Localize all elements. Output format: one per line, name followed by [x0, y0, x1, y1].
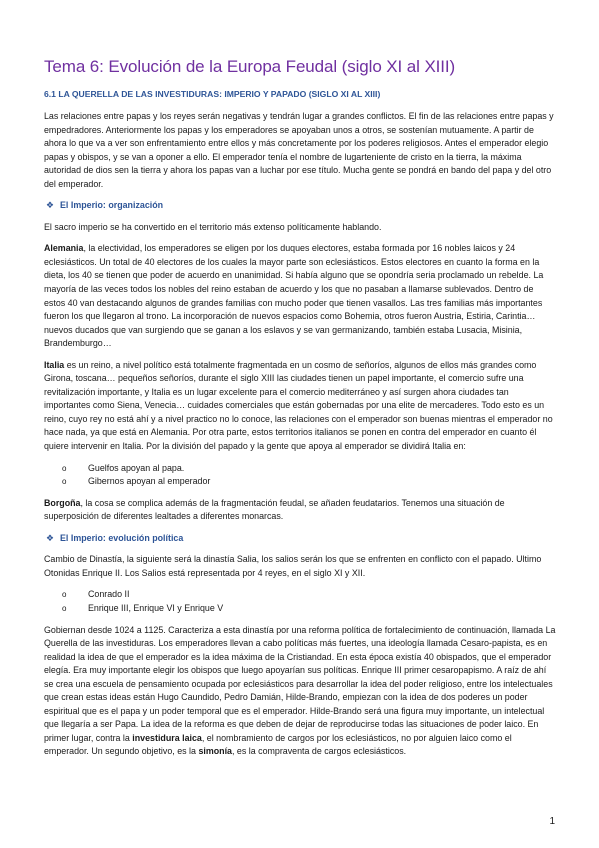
list-item: o Guelfos apoyan al papa. [44, 462, 556, 476]
page-content [44, 56, 556, 767]
page-number: 1 [549, 816, 555, 827]
section-heading-text: El Imperio: organización [60, 200, 164, 211]
paragraph-gobiernan: Gobiernan desde 1024 a 1125. Caracteriza a esta dinastía por una reforma política de fortalecimiento de continuación, llamada La Querella de las investiduras. Los emperadores llevan a cabo políticas más fuertes, una ideología llamada Cesaro-papista, es en realidad la idea de que el emperador es la idea máxima de la Cristiandad. En esta época existía 40 obispados, que el emperador elegía. Era muy importante elegir los obispos que luego apoyarían sus políticas. Enrique III primer cesaropapismo. A raíz de ahí se crea una escuela de pensamiento ocupada por eclesiásticos para desarrollar la idea del poder religioso, entre los intelectuales que crean estas ideas están Hugo Caundido, Pedro Damián, Hilde-Brando, empiezan con la idea de dos poderes un poder espiritual que es el papa y un poder temporal que es el emperador. Hilde-Brando será una figura muy importante, un intelectual que llegaría a ser Papa. La idea de la reforma es que deben de dejar de reproducirse todas las situaciones de poder laico. En primer lugar, contra la investidura laica, el nombramiento de cargos por los eclesiásticos, no por alguien laico como el emperador. Un segundo objetivo, es la simonía, es la compraventa de cargos eclesiásticos. [44, 624, 556, 757]
circle-bullet-icon: o [62, 603, 67, 613]
circle-bullet-icon: o [62, 590, 67, 600]
paragraph-dinastia: Cambio de Dinastía, la siguiente será la dinastía Salia, los salios serán los que se enfrenten en conflicto con el papado. Ultimo Otonidas Enrique II. Los Salios está representada por 4 reyes, en el siglo XI y XII. [44, 554, 542, 578]
term-simonia: simonía [198, 746, 232, 757]
paragraph-borgona-text: , la cosa se complica además de la fragmentación feudal, se añaden feudatarios. Tenemos una situación de superposición de diferentes lealtades a diferentes monarcas. [44, 497, 505, 522]
diamond-bullet-icon: ❖ [46, 200, 54, 211]
list-item: o Enrique III, Enrique VI y Enrique V [44, 602, 556, 616]
diamond-bullet-icon: ❖ [46, 532, 54, 543]
page-title: Tema 6: Evolución de la Europa Feudal (siglo XI al XIII) [44, 57, 456, 76]
section-subtitle: 6.1 LA QUERELLA DE LAS INVESTIDURAS: IMPERIO Y PAPADO (SIGLO XI AL XIII) [44, 89, 381, 99]
paragraph-alemania [44, 242, 556, 350]
list-item: o Conrado II [44, 588, 556, 602]
paragraph-italia-text: es un reino, a nivel político está totalmente fragmentada en un cosmo de señoríos, algunos de ellos más grandes como Girona, toscana… pequeños señoríos, durante el siglo XIII las ciudades tienen un papel importante, el comercio sufre una revitalización importante, y Italia es un lugar excelente para el comercio mediterráneo y así surgen ahora ciudades tan importantes como Siena, Venecia… cuidades comerciales que están gobernadas por una elite de mercaderes. Todo esto es un reino, cuyo rey no está ahí y a nivel practico no lo conoce, las relaciones con el emperador son buenas mientras el emperador no hace nada, ya que está en Alemania. Por otra parte, estos territorios italianos se ponen en contra del emperador en cuanto él quiere intervenir en Italia. Por la división del papado y la gente que apoya al emperador se dividirá Italia en: [44, 359, 553, 452]
paragraph-italia [44, 359, 556, 454]
list-item: o Gibernos apoyan al emperador [44, 475, 556, 489]
paragraph-sacro-imperio: El sacro imperio se ha convertido en el territorio más extenso políticamente hablando. [44, 221, 382, 232]
circle-bullet-icon: o [62, 477, 67, 487]
paragraph-alemania-text: , la electividad, los emperadores se eligen por los duques electores, estaba formada por 16 nobles laicos y 24 eclesiásticos. Un total de 40 electores de los cuales la mayor parte son eclesiásticos. Estos electores en cuanto la forma en la dieta, los 40 se tienen que poder de acuerdo en unanimidad. Si había alguno que se opondría seria proclamado un rebelde. La mayoría de las veces todos los nobles del reino estaban de acuerdo y los que no pasaban a llamarse sublevados. Dentro de estos 40 van destacando algunos de grandes familias con mucho poder que tienen vasallos. Las tres familias más importantes fueron los que llegaron al trono. La incorporación de nuevos espacios como Bohemia, otros fueron Austria, Estiria, Carintia… nuevos ducados que van surgiendo que se ganan a los eslavos y se van germanizando, también estaba Lusacia, Misinia, Brandemburgo… [44, 243, 544, 349]
section-heading-evolucion [44, 532, 556, 546]
section-heading-text: El Imperio: evolución política [60, 532, 184, 543]
paragraph-borgona [44, 497, 556, 524]
section-heading-organizacion [44, 199, 556, 213]
circle-bullet-icon: o [62, 463, 67, 473]
term-investidura-laica: investidura laica [132, 732, 202, 743]
list-italia-factions [44, 462, 556, 489]
term-borgona: Borgoña [44, 497, 81, 508]
term-italia: Italia [44, 359, 65, 370]
intro-paragraph: Las relaciones entre papas y los reyes serán negativas y tendrán lugar a grandes conflictos. El fin de las relaciones entre papas y empedradores. Anteriormente los papas y los emperadores se apoyaban unos a otros, se sostenían mutuamente. A partir de ahora lo que va a ver son enfrentamiento entre ellos y más concretamente por los poderes religiosos. Antes el emperador elegio papas y obispos, y se van a oponer a ello. El emperador tenía el nombre de lugarteniente de cristo en la tierra, la máxima autoridad de dios sen la tierra y ahora los papas van a luchar por ese título. Mucha gente se pondrá en bando del papa y del otro del emperador. [44, 111, 554, 189]
list-salios-kings [44, 588, 556, 615]
term-alemania: Alemania [44, 243, 84, 254]
